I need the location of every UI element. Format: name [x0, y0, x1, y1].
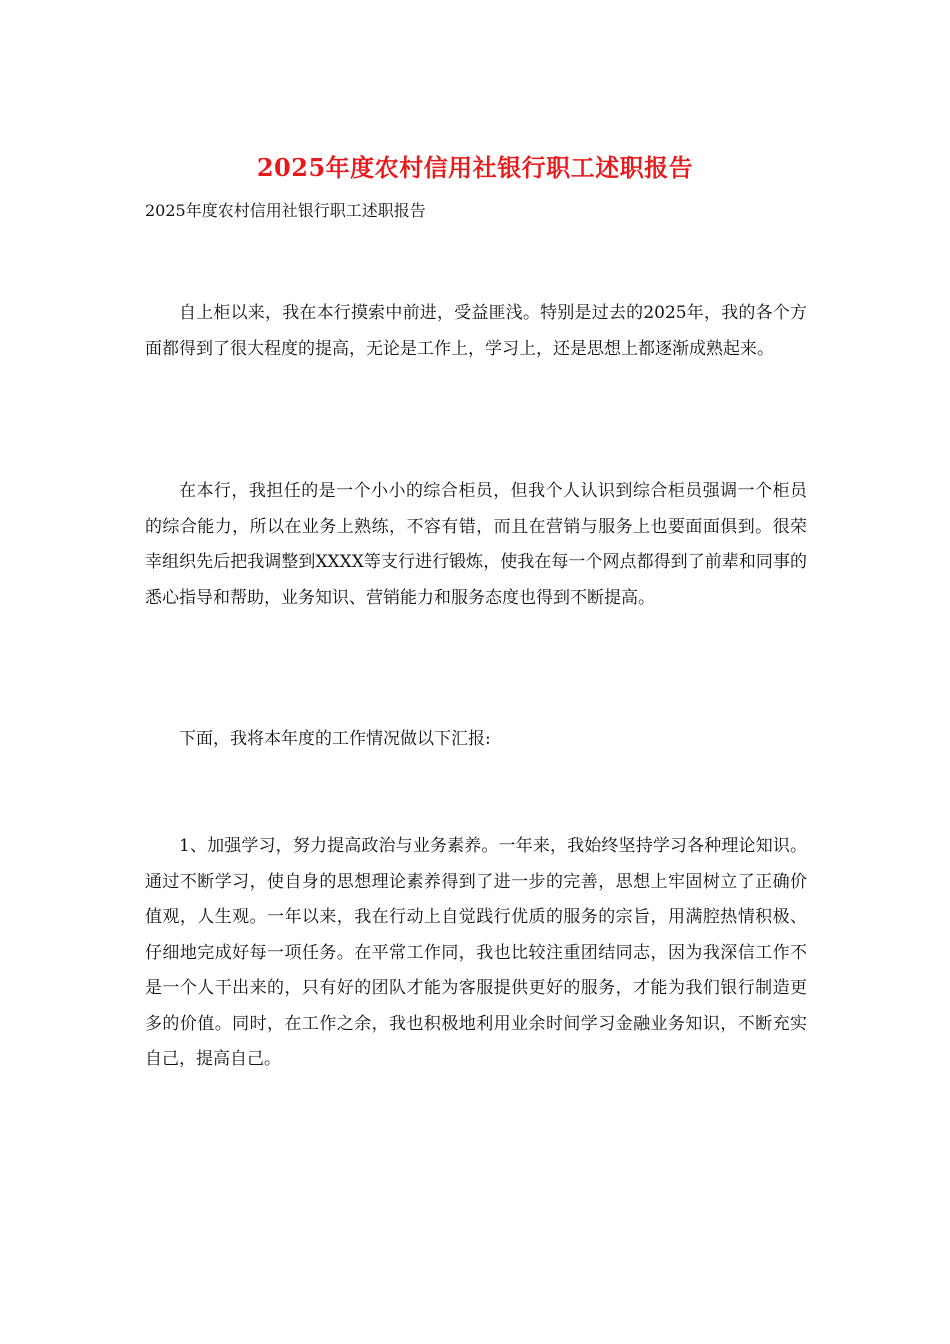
document-subtitle: 2025年度农村信用社银行职工述职报告 [145, 201, 426, 220]
paragraph-item-1: 1、加强学习，努力提高政治与业务素养。一年来，我始终坚持学习各种理论知识。通过不断学习，使自身的思想理论素养得到了进一步的完善，思想上牢固树立了正确价值观，人生观。一年以来，我在行动上自觉践行优质的服务的宗旨，用满腔热情积极、仔细地完成好每一项任务。在平常工作同，我也比较注重团结同志，因为我深信工作不是一个人干出来的，只有好的团队才能为客服提供更好的服务，才能为我们银行制造更多的价值。同时，在工作之余，我也积极地利用业余时间学习金融业务知识，不断充实自己，提高自己。 [145, 836, 807, 1069]
document-title: 2025年度农村信用社银行职工述职报告 [256, 153, 694, 182]
paragraph-role: 在本行，我担任的是一个小小的综合柜员，但我个人认识到综合柜员强调一个柜员的综合能力，所以在业务上熟练，不容有错，而且在营销与服务上也要面面俱到。很荣幸组织先后把我调整到XXXX等支行进行锻炼，使我在每一个网点都得到了前辈和同事的悉心指导和帮助，业务知识、营销能力和服务态度也得到不断提高。 [145, 481, 807, 608]
paragraph-intro: 自上柜以来，我在本行摸索中前进，受益匪浅。特别是过去的2025年，我的各个方面都得到了很大程度的提高，无论是工作上，学习上，还是思想上都逐渐成熟起来。 [145, 303, 807, 359]
paragraph-report-lead: 下面，我将本年度的工作情况做以下汇报: [179, 729, 491, 749]
